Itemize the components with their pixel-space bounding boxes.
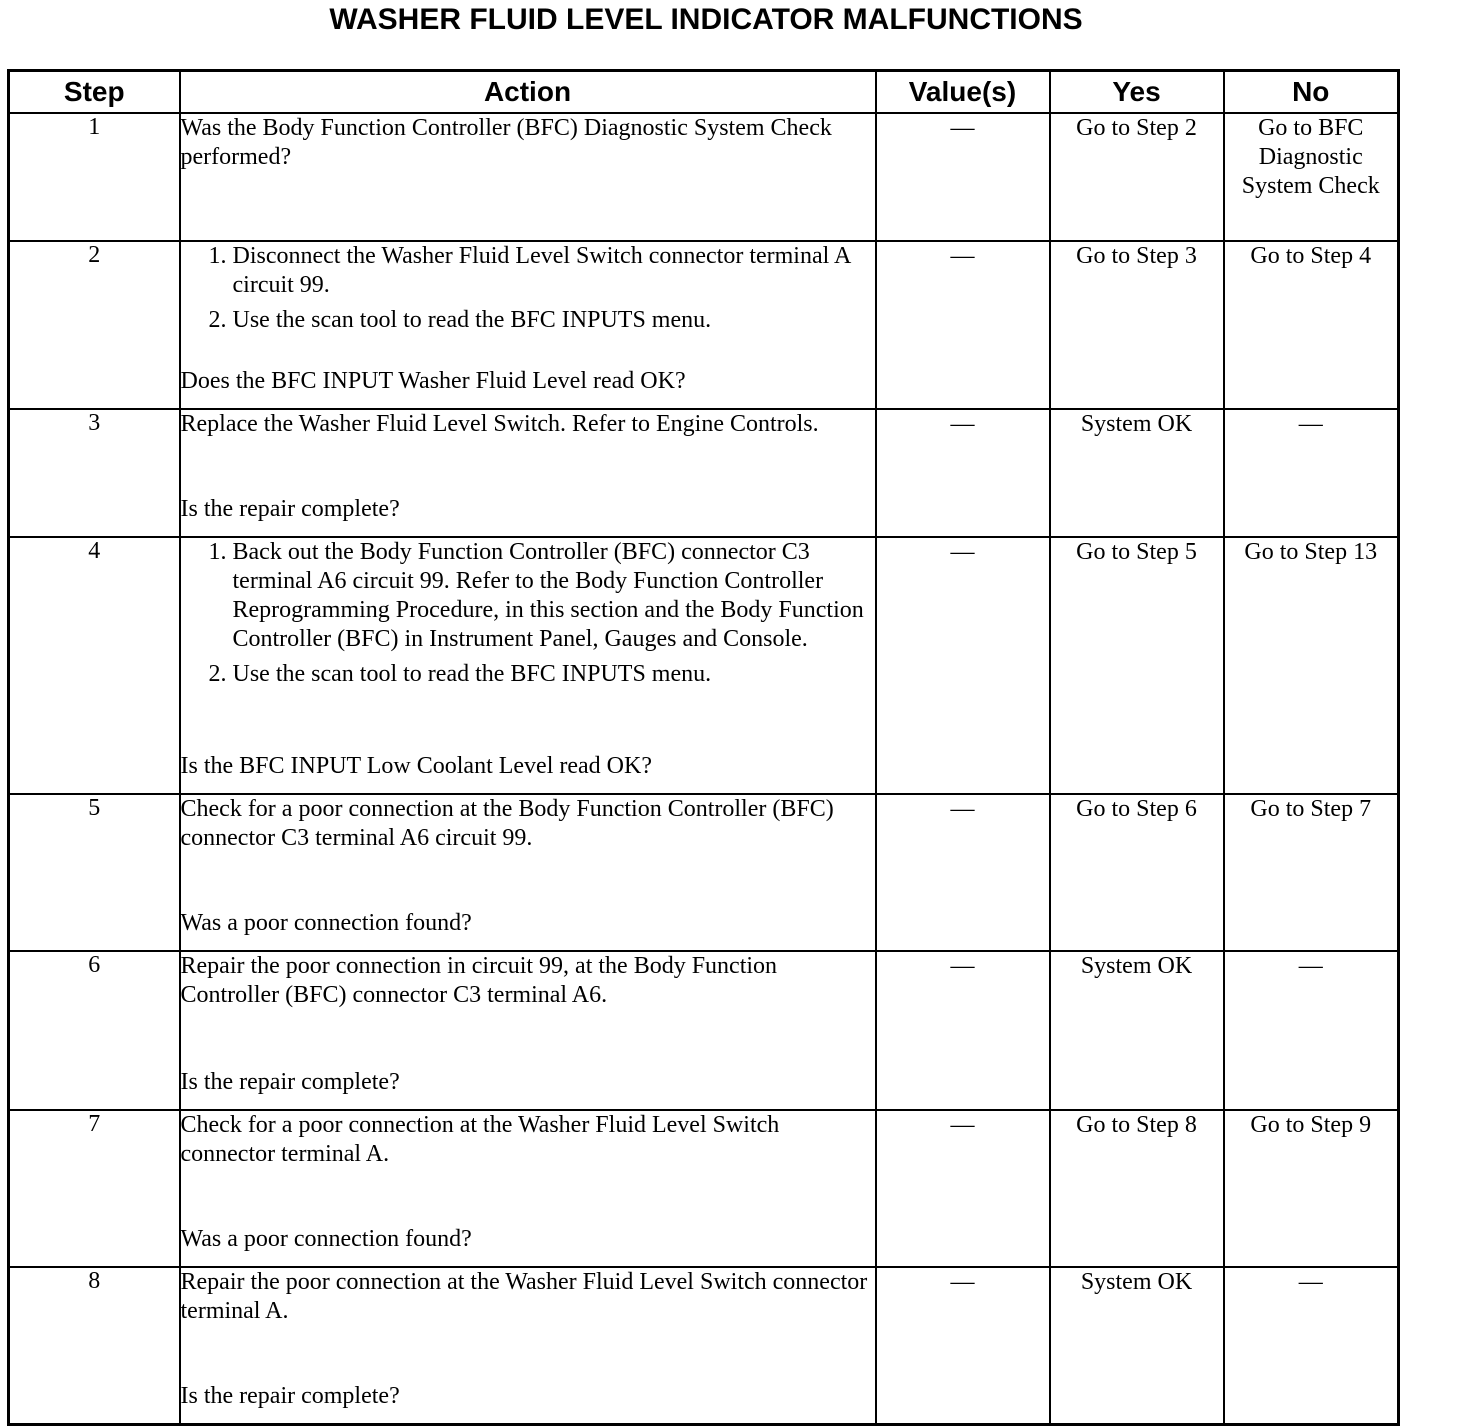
step-number: 8 (9, 1267, 180, 1424)
no-cell: Go to Step 7 (1224, 794, 1399, 951)
yes-cell: Go to Step 2 (1050, 113, 1224, 241)
header-action: Action (180, 71, 876, 114)
yes-cell: System OK (1050, 409, 1224, 537)
action-text: Check for a poor connection at the Washer Fluid Level Switch connector terminal A. (180, 1112, 780, 1167)
value-cell: — (876, 537, 1050, 794)
diagnostic-table (7, 69, 1400, 1426)
value-cell: — (876, 1110, 1050, 1267)
step-number: 3 (9, 409, 180, 537)
action-cell (180, 951, 876, 1110)
action-text: Check for a poor connection at the Body Function Controller (BFC) connector C3 terminal A6 circuit 99. (180, 796, 834, 851)
yes-cell: Go to Step 5 (1050, 537, 1224, 794)
table-row (9, 409, 1399, 537)
action-steps-list (181, 242, 875, 341)
no-cell: Go to Step 9 (1224, 1110, 1399, 1267)
step-number: 7 (9, 1110, 180, 1267)
yes-cell: Go to Step 8 (1050, 1110, 1224, 1267)
table-row (9, 1267, 1399, 1424)
step-number: 5 (9, 794, 180, 951)
yes-cell: Go to Step 3 (1050, 241, 1224, 409)
no-cell: Go to Step 13 (1224, 537, 1399, 794)
value-cell: — (876, 951, 1050, 1110)
action-cell (180, 241, 876, 409)
list-item: 2. Use the scan tool to read the BFC INPUTS menu. (233, 306, 875, 335)
action-text: Repair the poor connection at the Washer Fluid Level Switch connector terminal A. (180, 1269, 868, 1324)
list-item: 2. Use the scan tool to read the BFC INPUTS menu. (233, 660, 875, 689)
table-row (9, 1110, 1399, 1267)
step-number: 6 (9, 951, 180, 1110)
action-cell (180, 409, 876, 537)
action-question: Does the BFC INPUT Washer Fluid Level read OK? (180, 368, 686, 394)
action-cell (180, 1110, 876, 1267)
action-question: Is the repair complete? (180, 1383, 400, 1409)
table-row (9, 113, 1399, 241)
header-no: No (1224, 71, 1399, 114)
header-yes: Yes (1050, 71, 1224, 114)
table-body (9, 113, 1399, 1424)
step-number: 2 (9, 241, 180, 409)
no-cell: Go to BFC Diagnostic System Check (1224, 113, 1399, 241)
action-text: Replace the Washer Fluid Level Switch. Refer to Engine Controls. (180, 411, 819, 437)
step-number: 4 (9, 537, 180, 794)
action-question: Is the repair complete? (180, 1069, 400, 1095)
action-steps-list (181, 538, 875, 695)
yes-cell: System OK (1050, 951, 1224, 1110)
action-text: Was the Body Function Controller (BFC) Diagnostic System Check performed? (180, 115, 832, 170)
yes-cell: System OK (1050, 1267, 1224, 1424)
page-title: WASHER FLUID LEVEL INDICATOR MALFUNCTIONS (329, 3, 1083, 36)
action-text: Repair the poor connection in circuit 99, at the Body Function Controller (BFC) connector C3 terminal A6. (180, 953, 778, 1008)
no-cell: — (1224, 1267, 1399, 1424)
no-cell: — (1224, 409, 1399, 537)
no-cell: Go to Step 4 (1224, 241, 1399, 409)
action-cell (180, 794, 876, 951)
action-cell (180, 537, 876, 794)
table-row (9, 951, 1399, 1110)
step-number: 1 (9, 113, 180, 241)
value-cell: — (876, 409, 1050, 537)
header-row (9, 71, 1399, 114)
value-cell: — (876, 1267, 1050, 1424)
no-cell: — (1224, 951, 1399, 1110)
header-values: Value(s) (876, 71, 1050, 114)
value-cell: — (876, 241, 1050, 409)
table-row (9, 537, 1399, 794)
table-row (9, 794, 1399, 951)
action-question: Was a poor connection found? (180, 910, 472, 936)
header-step: Step (9, 71, 180, 114)
action-question: Was a poor connection found? (180, 1226, 472, 1252)
list-item: 1. Back out the Body Function Controller (BFC) connector C3 terminal A6 circuit 99. Refer to the Body Function Controller Reprogramming Procedure, in this section and the Body Function Controller (BFC) in Instrument Panel, Gauges and Console. (233, 538, 875, 654)
action-cell (180, 1267, 876, 1424)
action-question: Is the BFC INPUT Low Coolant Level read OK? (180, 753, 652, 779)
value-cell: — (876, 113, 1050, 241)
table-row (9, 241, 1399, 409)
list-item: 1. Disconnect the Washer Fluid Level Switch connector terminal A circuit 99. (233, 242, 875, 300)
value-cell: — (876, 794, 1050, 951)
action-question: Is the repair complete? (180, 496, 400, 522)
yes-cell: Go to Step 6 (1050, 794, 1224, 951)
action-cell (180, 113, 876, 241)
